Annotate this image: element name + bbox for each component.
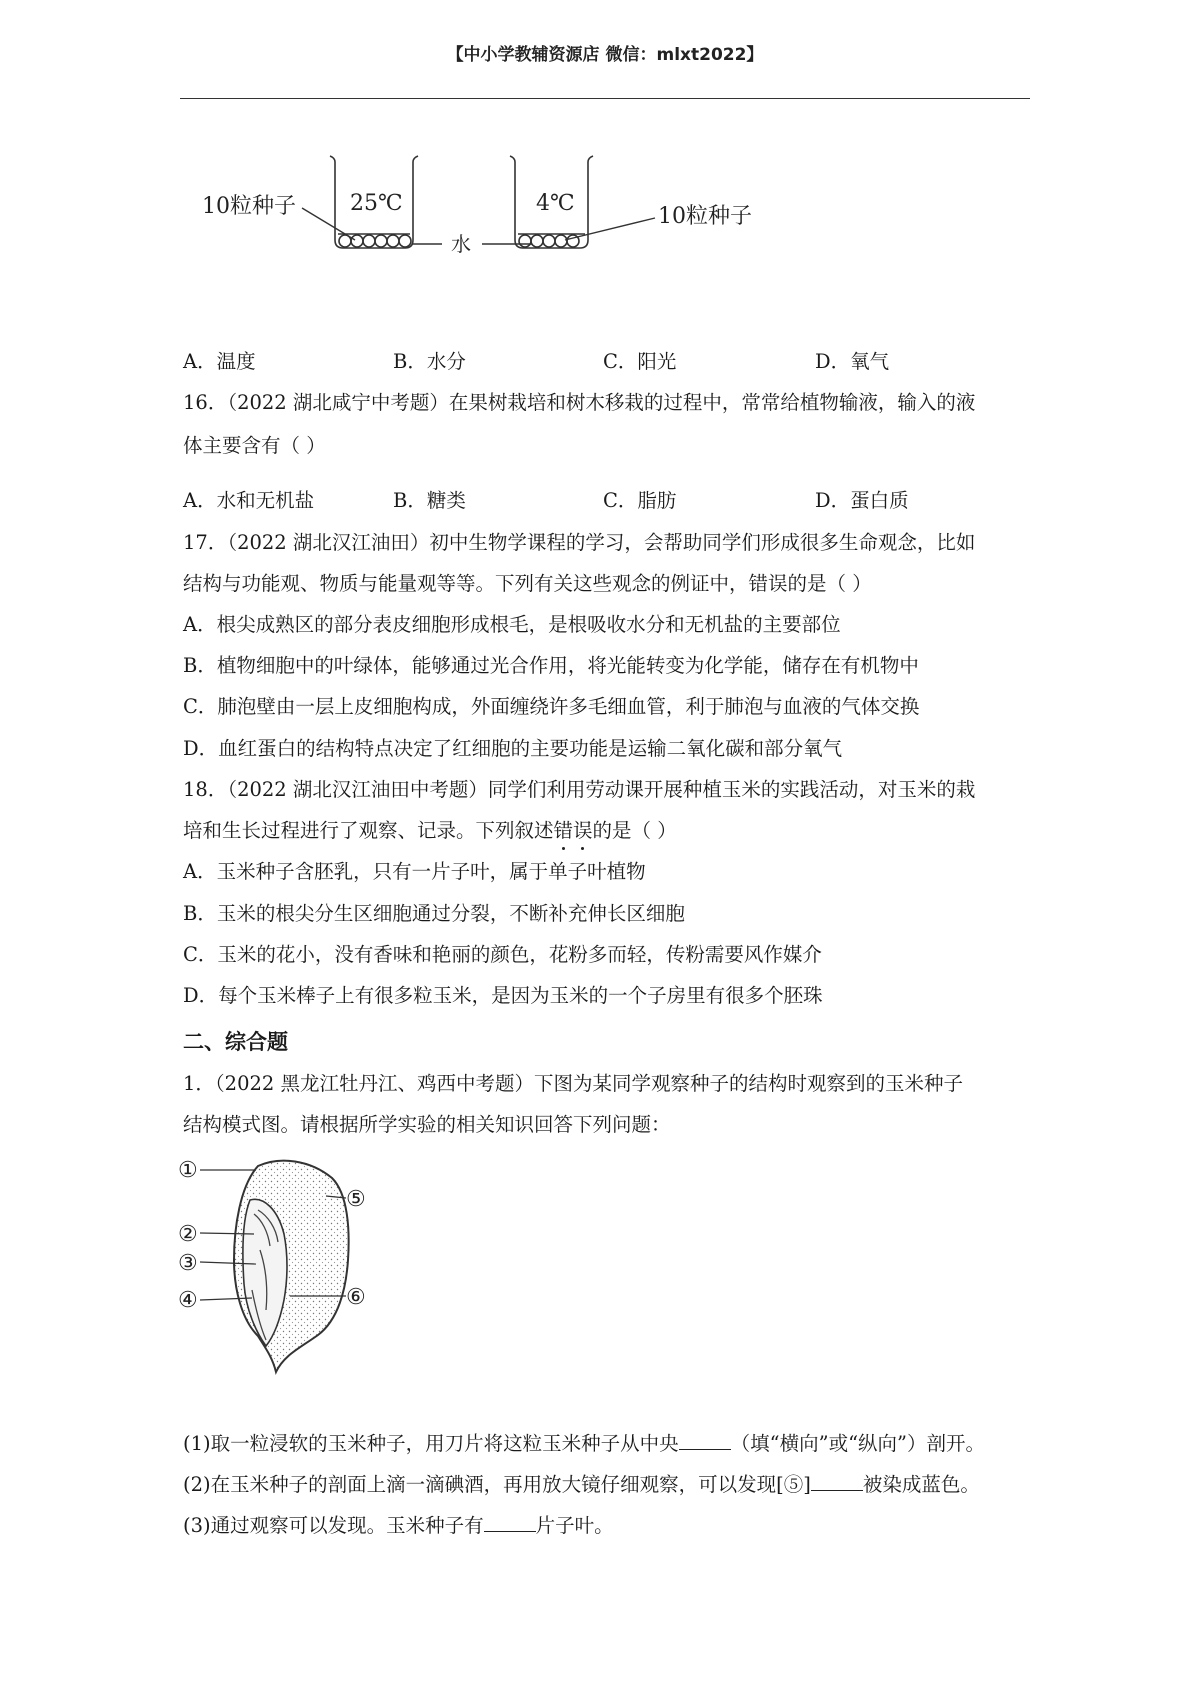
page-header: 【中小学教辅资源店 微信：mlxt2022】 xyxy=(446,45,764,65)
q16-option-a: A．水和无机盐 xyxy=(183,489,315,512)
answer-blank[interactable] xyxy=(484,1515,536,1532)
q18-option-a: A．玉米种子含胚乳，只有一片子叶，属于单子叶植物 xyxy=(183,860,646,883)
q18-option-b: B．玉米的根尖分生区细胞通过分裂，不断补充伸长区细胞 xyxy=(183,902,685,925)
c1-sub1: (1)取一粒浸软的玉米种子，用刀片将这粒玉米种子从中央 （填“横向”或“纵向”）剖开。 xyxy=(183,1432,986,1455)
water-label: 水 xyxy=(451,232,471,256)
corn-seed-diagram xyxy=(180,1150,410,1380)
right-seed-label: 10粒种子 xyxy=(658,204,752,229)
label-4: ④ xyxy=(178,1288,198,1313)
q16-stem-line1: 16．（2022 湖北咸宁中考题）在果树栽培和树木移栽的过程中，常常给植物输液，输入的液 xyxy=(183,391,976,414)
q18-option-d: D．每个玉米棒子上有很多粒玉米，是因为玉米的一个子房里有很多个胚珠 xyxy=(183,984,823,1007)
emphasis-dot-char: 误 xyxy=(573,819,593,842)
q17-option-a: A．根尖成熟区的部分表皮细胞形成根毛，是根吸收水分和无机盐的主要部位 xyxy=(183,613,841,636)
q15-option-a: A．温度 xyxy=(183,350,256,373)
q17-option-b: B．植物细胞中的叶绿体，能够通过光合作用，将光能转变为化学能，储存在有机物中 xyxy=(183,654,919,677)
seed-germination-figure xyxy=(180,150,780,270)
q16-option-d: D．蛋白质 xyxy=(815,489,909,512)
label-1: ① xyxy=(178,1158,198,1183)
q16-option-c: C．脂肪 xyxy=(603,489,677,512)
answer-blank[interactable] xyxy=(811,1474,863,1491)
c1-sub2: (2)在玉米种子的剖面上滴一滴碘酒，再用放大镜仔细观察，可以发现[⑤] 被染成蓝色。 xyxy=(183,1473,980,1496)
q18-stem-line2: 培和生长过程进行了观察、记录。下列叙述错误的是（ ） xyxy=(183,819,677,842)
q18-option-c: C．玉米的花小，没有香味和艳丽的颜色，花粉多而轻，传粉需要风作媒介 xyxy=(183,943,822,966)
header-rule xyxy=(180,98,1030,99)
q15-option-d: D．氧气 xyxy=(815,350,890,373)
q15-option-c: C．阳光 xyxy=(603,350,677,373)
c1-sub3: (3)通过观察可以发现。玉米种子有 片子叶。 xyxy=(183,1514,614,1537)
q17-option-d: D．血红蛋白的结构特点决定了红细胞的主要功能是运输二氧化碳和部分氧气 xyxy=(183,737,843,760)
q17-stem-line2: 结构与功能观、物质与能量观等等。下列有关这些观念的例证中，错误的是（ ） xyxy=(183,572,872,595)
c1-stem-line1: 1．（2022 黑龙江牡丹江、鸡西中考题）下图为某同学观察种子的结构时观察到的玉米种子 xyxy=(183,1072,963,1095)
left-seed-label: 10粒种子 xyxy=(202,194,296,219)
q16-stem-line2: 体主要含有（ ） xyxy=(183,434,326,457)
q18-stem-line1: 18．（2022 湖北汉江油田中考题）同学们利用劳动课开展种植玉米的实践活动，对玉米的栽 xyxy=(183,778,976,801)
c1-stem-line2: 结构模式图。请根据所学实验的相关知识回答下列问题： xyxy=(183,1113,671,1136)
label-3: ③ xyxy=(178,1251,198,1276)
label-6: ⑥ xyxy=(346,1285,366,1310)
label-2: ② xyxy=(178,1222,198,1247)
beaker1-temp: 25℃ xyxy=(350,191,403,216)
q17-stem-line1: 17．（2022 湖北汉江油田）初中生物学课程的学习，会帮助同学们形成很多生命观念，比如 xyxy=(183,531,976,554)
section-title: 二、综合题 xyxy=(183,1030,288,1054)
beaker2-temp: 4℃ xyxy=(536,191,575,216)
q16-option-b: B．糖类 xyxy=(393,489,466,512)
emphasis-dot-char: 错 xyxy=(553,819,574,842)
answer-blank[interactable] xyxy=(679,1433,731,1450)
q15-option-b: B．水分 xyxy=(393,350,466,373)
label-5: ⑤ xyxy=(346,1187,366,1212)
q17-option-c: C．肺泡壁由一层上皮细胞构成，外面缠绕许多毛细血管，利于肺泡与血液的气体交换 xyxy=(183,695,920,718)
